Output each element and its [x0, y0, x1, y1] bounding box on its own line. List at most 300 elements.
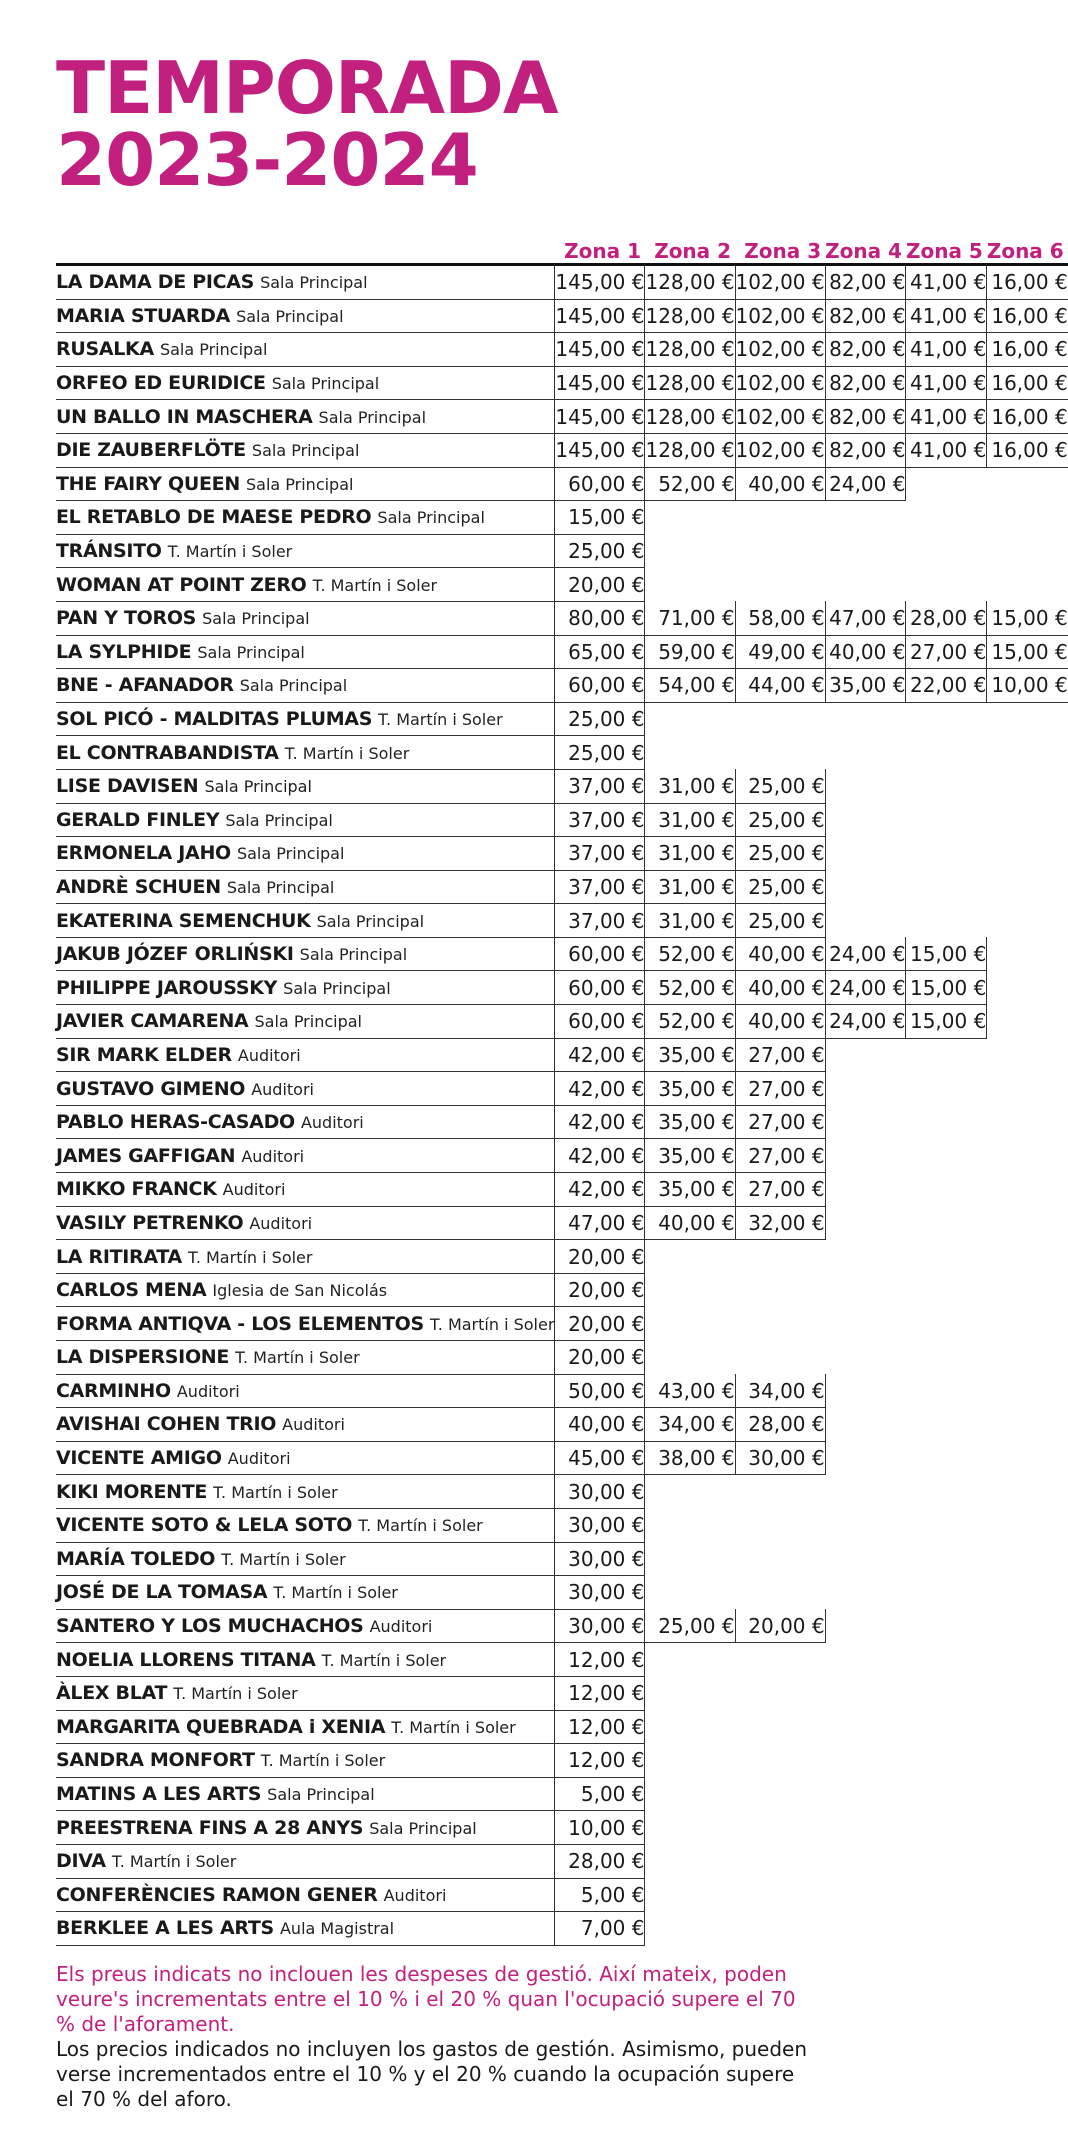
empty-zone-cell: [825, 1173, 906, 1207]
table-row: [56, 1273, 1068, 1307]
show-cell: [56, 601, 555, 635]
price-zone-3: 49,00 €: [735, 635, 825, 669]
price-zone-1: 30,00 €: [555, 1542, 645, 1576]
empty-zone-cell: [906, 1105, 987, 1139]
empty-zone-cell: [825, 1643, 906, 1677]
show-cell: [56, 1643, 555, 1677]
price-zone-1: 42,00 €: [555, 1139, 645, 1173]
price-zone-2: 128,00 €: [645, 400, 735, 434]
empty-zone-cell: [735, 1676, 825, 1710]
empty-zone-cell: [906, 1408, 987, 1442]
show-title: WOMAN AT POINT ZERO: [56, 573, 307, 596]
venue-label: Auditori: [176, 1381, 240, 1401]
show-cell: [56, 1542, 555, 1576]
table-row: [56, 1441, 1068, 1475]
price-zone-4: 82,00 €: [825, 433, 906, 467]
show-cell: [56, 1273, 555, 1307]
title-line-1: TEMPORADA: [56, 46, 558, 130]
show-cell: [56, 1777, 555, 1811]
empty-zone-cell: [987, 1240, 1068, 1274]
show-title: PAN Y TOROS: [56, 607, 197, 630]
empty-zone-cell: [825, 1777, 906, 1811]
price-zone-4: 35,00 €: [825, 669, 906, 703]
show-title: PHILIPPE JAROUSSKY: [56, 976, 278, 999]
show-cell: [56, 1307, 555, 1341]
price-zone-3: 20,00 €: [735, 1609, 825, 1643]
price-zone-1: 12,00 €: [555, 1643, 645, 1677]
table-row: [56, 1676, 1068, 1710]
empty-zone-cell: [906, 1811, 987, 1845]
empty-zone-cell: [906, 1710, 987, 1744]
empty-zone-cell: [735, 1643, 825, 1677]
empty-zone-cell: [906, 501, 987, 535]
table-row: [56, 1408, 1068, 1442]
empty-zone-cell: [906, 1643, 987, 1677]
price-zone-5: 22,00 €: [906, 669, 987, 703]
venue-label: Auditori: [222, 1180, 286, 1200]
empty-zone-cell: [825, 1408, 906, 1442]
price-zone-4: 24,00 €: [825, 937, 906, 971]
empty-zone-cell: [735, 1912, 825, 1946]
show-cell: [56, 870, 555, 904]
empty-zone-cell: [906, 1744, 987, 1778]
empty-zone-cell: [735, 1542, 825, 1576]
venue-label: T. Martín i Soler: [187, 1247, 313, 1267]
show-cell: [56, 501, 555, 535]
empty-zone-cell: [735, 1240, 825, 1274]
venue-label: T. Martín i Soler: [284, 743, 410, 763]
price-zone-1: 40,00 €: [555, 1408, 645, 1442]
price-zone-1: 25,00 €: [555, 702, 645, 736]
header-spacer: [56, 233, 555, 265]
empty-zone-cell: [987, 501, 1068, 535]
show-title: GUSTAVO GIMENO: [56, 1077, 246, 1100]
price-zone-5: 28,00 €: [906, 601, 987, 635]
venue-label: Auditori: [249, 1213, 313, 1233]
price-zone-2: 25,00 €: [645, 1609, 735, 1643]
empty-zone-cell: [825, 1206, 906, 1240]
price-zone-6: 16,00 €: [987, 366, 1068, 400]
empty-zone-cell: [645, 1341, 735, 1375]
table-row: [56, 366, 1068, 400]
empty-zone-cell: [645, 501, 735, 535]
venue-label: Sala Principal: [202, 609, 310, 629]
price-zone-1: 20,00 €: [555, 1341, 645, 1375]
table-row: [56, 1576, 1068, 1610]
price-zone-1: 60,00 €: [555, 937, 645, 971]
price-zone-6: 15,00 €: [987, 601, 1068, 635]
empty-zone-cell: [906, 1912, 987, 1946]
empty-zone-cell: [987, 568, 1068, 602]
venue-label: T. Martín i Soler: [429, 1314, 555, 1334]
show-cell: [56, 299, 555, 333]
show-cell: [56, 669, 555, 703]
table-row: [56, 1878, 1068, 1912]
venue-label: Sala Principal: [245, 474, 354, 494]
show-cell: [56, 904, 555, 938]
empty-zone-cell: [645, 1240, 735, 1274]
show-title: JAKUB JÓZEF ORLIŃSKI: [56, 943, 294, 966]
price-zone-4: 24,00 €: [825, 467, 906, 501]
venue-label: Sala Principal: [251, 441, 360, 461]
price-zone-3: 40,00 €: [735, 1005, 825, 1039]
show-title: ERMONELA JAHO: [56, 842, 231, 865]
empty-zone-cell: [735, 736, 825, 770]
price-zone-3: 40,00 €: [735, 971, 825, 1005]
empty-zone-cell: [987, 769, 1068, 803]
price-zone-1: 30,00 €: [555, 1508, 645, 1542]
table-row: [56, 1072, 1068, 1106]
table-row: [56, 904, 1068, 938]
empty-zone-cell: [987, 1542, 1068, 1576]
empty-zone-cell: [645, 1912, 735, 1946]
show-cell: [56, 366, 555, 400]
empty-zone-cell: [645, 1710, 735, 1744]
empty-zone-cell: [825, 1374, 906, 1408]
zone-header-3: Zona 3: [735, 233, 825, 265]
empty-zone-cell: [906, 1072, 987, 1106]
empty-zone-cell: [906, 1307, 987, 1341]
empty-zone-cell: [906, 1542, 987, 1576]
show-title: JAMES GAFFIGAN: [56, 1144, 236, 1167]
price-zone-5: 41,00 €: [906, 265, 987, 300]
price-zone-2: 52,00 €: [645, 971, 735, 1005]
venue-label: Sala Principal: [267, 1785, 375, 1805]
venue-label: Sala Principal: [283, 978, 391, 998]
table-row: [56, 837, 1068, 871]
show-title: UN BALLO IN MASCHERA: [56, 405, 313, 428]
price-zone-3: 27,00 €: [735, 1173, 825, 1207]
empty-zone-cell: [906, 1173, 987, 1207]
empty-zone-cell: [735, 1777, 825, 1811]
price-zone-3: 27,00 €: [735, 1105, 825, 1139]
venue-label: Sala Principal: [159, 340, 268, 360]
show-cell: [56, 400, 555, 434]
price-zone-3: 40,00 €: [735, 467, 825, 501]
show-cell: [56, 971, 555, 1005]
empty-zone-cell: [825, 534, 906, 568]
price-zone-2: 71,00 €: [645, 601, 735, 635]
price-zone-5: 41,00 €: [906, 433, 987, 467]
empty-zone-cell: [987, 1139, 1068, 1173]
show-title: PREESTRENA FINS A 28 ANYS: [56, 1816, 364, 1839]
show-title: SIR MARK ELDER: [56, 1043, 232, 1066]
empty-zone-cell: [735, 1475, 825, 1509]
show-cell: [56, 333, 555, 367]
empty-zone-cell: [987, 1105, 1068, 1139]
show-cell: [56, 1475, 555, 1509]
venue-label: Sala Principal: [299, 945, 408, 965]
note-spanish: Los precios indicados no incluyen los gastos de gestión. Asimismo, pueden verse incrementados entre el 10 % y el 20 % cuando la ocupación supere el 70 % del aforo.: [56, 2037, 808, 2111]
show-title: LA DISPERSIONE: [56, 1346, 230, 1369]
show-cell: [56, 1508, 555, 1542]
empty-zone-cell: [987, 870, 1068, 904]
show-cell: [56, 1105, 555, 1139]
empty-zone-cell: [906, 1038, 987, 1072]
price-zone-4: 82,00 €: [825, 265, 906, 300]
empty-zone-cell: [987, 904, 1068, 938]
price-zone-5: 41,00 €: [906, 333, 987, 367]
show-title: EL RETABLO DE MAESE PEDRO: [56, 506, 372, 529]
price-zone-2: 40,00 €: [645, 1206, 735, 1240]
empty-zone-cell: [645, 1643, 735, 1677]
table-row: [56, 1710, 1068, 1744]
show-title: KIKI MORENTE: [56, 1480, 208, 1503]
venue-label: T. Martín i Soler: [273, 1583, 398, 1603]
table-row: [56, 501, 1068, 535]
table-row: [56, 1542, 1068, 1576]
price-zone-1: 45,00 €: [555, 1441, 645, 1475]
empty-zone-cell: [825, 702, 906, 736]
show-cell: [56, 1374, 555, 1408]
price-zone-1: 60,00 €: [555, 669, 645, 703]
price-zone-1: 20,00 €: [555, 568, 645, 602]
price-zone-4: 82,00 €: [825, 333, 906, 367]
venue-label: Sala Principal: [318, 407, 427, 427]
price-zone-2: 128,00 €: [645, 433, 735, 467]
zone-header-4: Zona 4: [825, 233, 906, 265]
price-zone-6: 16,00 €: [987, 400, 1068, 434]
price-zone-3: 34,00 €: [735, 1374, 825, 1408]
price-zone-3: 102,00 €: [735, 333, 825, 367]
venue-label: Sala Principal: [271, 374, 380, 394]
price-zone-1: 30,00 €: [555, 1609, 645, 1643]
price-zone-1: 42,00 €: [555, 1038, 645, 1072]
venue-label: T. Martín i Soler: [312, 575, 438, 595]
empty-zone-cell: [735, 1710, 825, 1744]
venue-label: Sala Principal: [239, 676, 348, 696]
price-zone-4: 24,00 €: [825, 971, 906, 1005]
table-row: [56, 1038, 1068, 1072]
venue-label: Auditori: [383, 1885, 447, 1905]
empty-zone-cell: [987, 1844, 1068, 1878]
show-title: MIKKO FRANCK: [56, 1178, 217, 1201]
empty-zone-cell: [906, 803, 987, 837]
venue-label: Auditori: [241, 1146, 305, 1166]
empty-zone-cell: [906, 1441, 987, 1475]
venue-label: Auditori: [282, 1415, 345, 1435]
venue-label: Aula Magistral: [279, 1919, 395, 1939]
show-title: SANDRA MONFORT: [56, 1749, 255, 1772]
table-row: [56, 265, 1068, 300]
price-zone-2: 128,00 €: [645, 265, 735, 300]
empty-zone-cell: [825, 1878, 906, 1912]
show-title: AVISHAI COHEN TRIO: [56, 1413, 277, 1436]
empty-zone-cell: [906, 702, 987, 736]
empty-zone-cell: [825, 1240, 906, 1274]
price-zone-3: 102,00 €: [735, 265, 825, 300]
price-zone-1: 12,00 €: [555, 1710, 645, 1744]
show-title: MATINS A LES ARTS: [56, 1783, 262, 1806]
table-row: [56, 467, 1068, 501]
empty-zone-cell: [735, 1844, 825, 1878]
price-zone-2: 31,00 €: [645, 837, 735, 871]
price-table: [56, 233, 1068, 1946]
empty-zone-cell: [645, 1273, 735, 1307]
price-zone-1: 25,00 €: [555, 736, 645, 770]
zone-header-1: Zona 1: [555, 233, 645, 265]
table-row: [56, 1475, 1068, 1509]
price-zone-3: 25,00 €: [735, 904, 825, 938]
table-row: [56, 1374, 1068, 1408]
empty-zone-cell: [825, 803, 906, 837]
empty-zone-cell: [987, 1441, 1068, 1475]
price-zone-2: 34,00 €: [645, 1408, 735, 1442]
empty-zone-cell: [645, 1777, 735, 1811]
empty-zone-cell: [987, 1173, 1068, 1207]
price-zone-6: 16,00 €: [987, 333, 1068, 367]
show-title: VICENTE SOTO & LELA SOTO: [56, 1514, 353, 1537]
price-zone-5: 15,00 €: [906, 937, 987, 971]
empty-zone-cell: [987, 1912, 1068, 1946]
price-zone-4: 82,00 €: [825, 400, 906, 434]
price-zone-3: 30,00 €: [735, 1441, 825, 1475]
empty-zone-cell: [987, 1206, 1068, 1240]
empty-zone-cell: [906, 736, 987, 770]
empty-zone-cell: [987, 1273, 1068, 1307]
price-zone-3: 58,00 €: [735, 601, 825, 635]
price-zone-2: 52,00 €: [645, 467, 735, 501]
price-zone-1: 12,00 €: [555, 1676, 645, 1710]
show-title: FORMA ANTIQVA - LOS ELEMENTOS: [56, 1312, 424, 1335]
price-zone-2: 31,00 €: [645, 870, 735, 904]
price-zone-4: 40,00 €: [825, 635, 906, 669]
empty-zone-cell: [906, 870, 987, 904]
empty-zone-cell: [906, 904, 987, 938]
empty-zone-cell: [987, 1072, 1068, 1106]
empty-zone-cell: [906, 769, 987, 803]
empty-zone-cell: [645, 1744, 735, 1778]
price-zone-2: 54,00 €: [645, 669, 735, 703]
price-zone-1: 145,00 €: [555, 366, 645, 400]
title-line-2: 2023-2024: [56, 118, 478, 202]
empty-zone-cell: [645, 568, 735, 602]
empty-zone-cell: [906, 1240, 987, 1274]
empty-zone-cell: [906, 1206, 987, 1240]
table-row: [56, 568, 1068, 602]
show-cell: [56, 1441, 555, 1475]
venue-label: Iglesia de San Nicolás: [212, 1281, 388, 1301]
price-zone-2: 128,00 €: [645, 299, 735, 333]
price-zone-3: 32,00 €: [735, 1206, 825, 1240]
price-zone-1: 20,00 €: [555, 1307, 645, 1341]
empty-zone-cell: [825, 1139, 906, 1173]
empty-zone-cell: [645, 534, 735, 568]
show-title: MARIA STUARDA: [56, 304, 231, 327]
empty-zone-cell: [735, 1307, 825, 1341]
empty-zone-cell: [906, 837, 987, 871]
price-zone-1: 60,00 €: [555, 971, 645, 1005]
empty-zone-cell: [906, 1139, 987, 1173]
venue-label: Auditori: [227, 1449, 291, 1469]
empty-zone-cell: [645, 1878, 735, 1912]
empty-zone-cell: [987, 1676, 1068, 1710]
venue-label: Sala Principal: [236, 306, 344, 326]
show-title: DIVA: [56, 1850, 106, 1873]
show-cell: [56, 467, 555, 501]
show-cell: [56, 1609, 555, 1643]
show-cell: [56, 1811, 555, 1845]
show-cell: [56, 1206, 555, 1240]
table-row: [56, 1508, 1068, 1542]
venue-label: T. Martín i Soler: [235, 1348, 360, 1368]
price-zone-6: 15,00 €: [987, 635, 1068, 669]
venue-label: Sala Principal: [260, 273, 368, 293]
show-cell: [56, 433, 555, 467]
price-zone-1: 60,00 €: [555, 1005, 645, 1039]
note-catalan: Els preus indicats no inclouen les despeses de gestió. Així mateix, poden veure's incrementats entre el 10 % i el 20 % quan l'ocupació supere el 70 % de l'aforament.: [56, 1962, 796, 2036]
show-cell: [56, 937, 555, 971]
empty-zone-cell: [906, 1576, 987, 1610]
table-row: [56, 1912, 1068, 1946]
empty-zone-cell: [987, 1710, 1068, 1744]
price-zone-3: 25,00 €: [735, 769, 825, 803]
price-zone-1: 42,00 €: [555, 1072, 645, 1106]
zone-header-5: Zona 5: [906, 233, 987, 265]
price-zone-5: 27,00 €: [906, 635, 987, 669]
empty-zone-cell: [735, 501, 825, 535]
price-zone-1: 15,00 €: [555, 501, 645, 535]
page-title: [56, 46, 558, 202]
price-zone-1: 37,00 €: [555, 769, 645, 803]
show-title: LA DAMA DE PICAS: [56, 271, 255, 294]
show-title: EKATERINA SEMENCHUK: [56, 909, 311, 932]
table-row: [56, 1206, 1068, 1240]
price-zone-1: 37,00 €: [555, 837, 645, 871]
empty-zone-cell: [645, 1508, 735, 1542]
empty-zone-cell: [987, 1307, 1068, 1341]
venue-label: Sala Principal: [377, 508, 485, 528]
price-zone-3: 102,00 €: [735, 366, 825, 400]
venue-label: Auditori: [300, 1113, 364, 1133]
price-zone-1: 60,00 €: [555, 467, 645, 501]
price-zone-2: 52,00 €: [645, 937, 735, 971]
empty-zone-cell: [987, 1576, 1068, 1610]
empty-zone-cell: [987, 1475, 1068, 1509]
table-row: [56, 1105, 1068, 1139]
empty-zone-cell: [645, 1844, 735, 1878]
empty-zone-cell: [645, 1811, 735, 1845]
price-zone-4: 82,00 €: [825, 299, 906, 333]
price-zone-3: 27,00 €: [735, 1139, 825, 1173]
price-zone-3: 102,00 €: [735, 433, 825, 467]
table-row: [56, 333, 1068, 367]
venue-label: T. Martín i Soler: [111, 1852, 237, 1872]
empty-zone-cell: [987, 803, 1068, 837]
price-zone-1: 25,00 €: [555, 534, 645, 568]
show-cell: [56, 1676, 555, 1710]
show-cell: [56, 1072, 555, 1106]
empty-zone-cell: [825, 1811, 906, 1845]
show-cell: [56, 1744, 555, 1778]
venue-label: T. Martín i Soler: [391, 1717, 516, 1737]
empty-zone-cell: [825, 1441, 906, 1475]
table-row: [56, 769, 1068, 803]
price-zone-1: 42,00 €: [555, 1105, 645, 1139]
empty-zone-cell: [906, 1777, 987, 1811]
empty-zone-cell: [906, 467, 987, 501]
empty-zone-cell: [825, 1542, 906, 1576]
price-zone-2: 31,00 €: [645, 769, 735, 803]
empty-zone-cell: [735, 1508, 825, 1542]
show-cell: [56, 1139, 555, 1173]
empty-zone-cell: [825, 1609, 906, 1643]
table-row: [56, 870, 1068, 904]
empty-zone-cell: [735, 1341, 825, 1375]
show-cell: [56, 265, 555, 300]
price-zone-3: 27,00 €: [735, 1072, 825, 1106]
table-row: [56, 1307, 1068, 1341]
